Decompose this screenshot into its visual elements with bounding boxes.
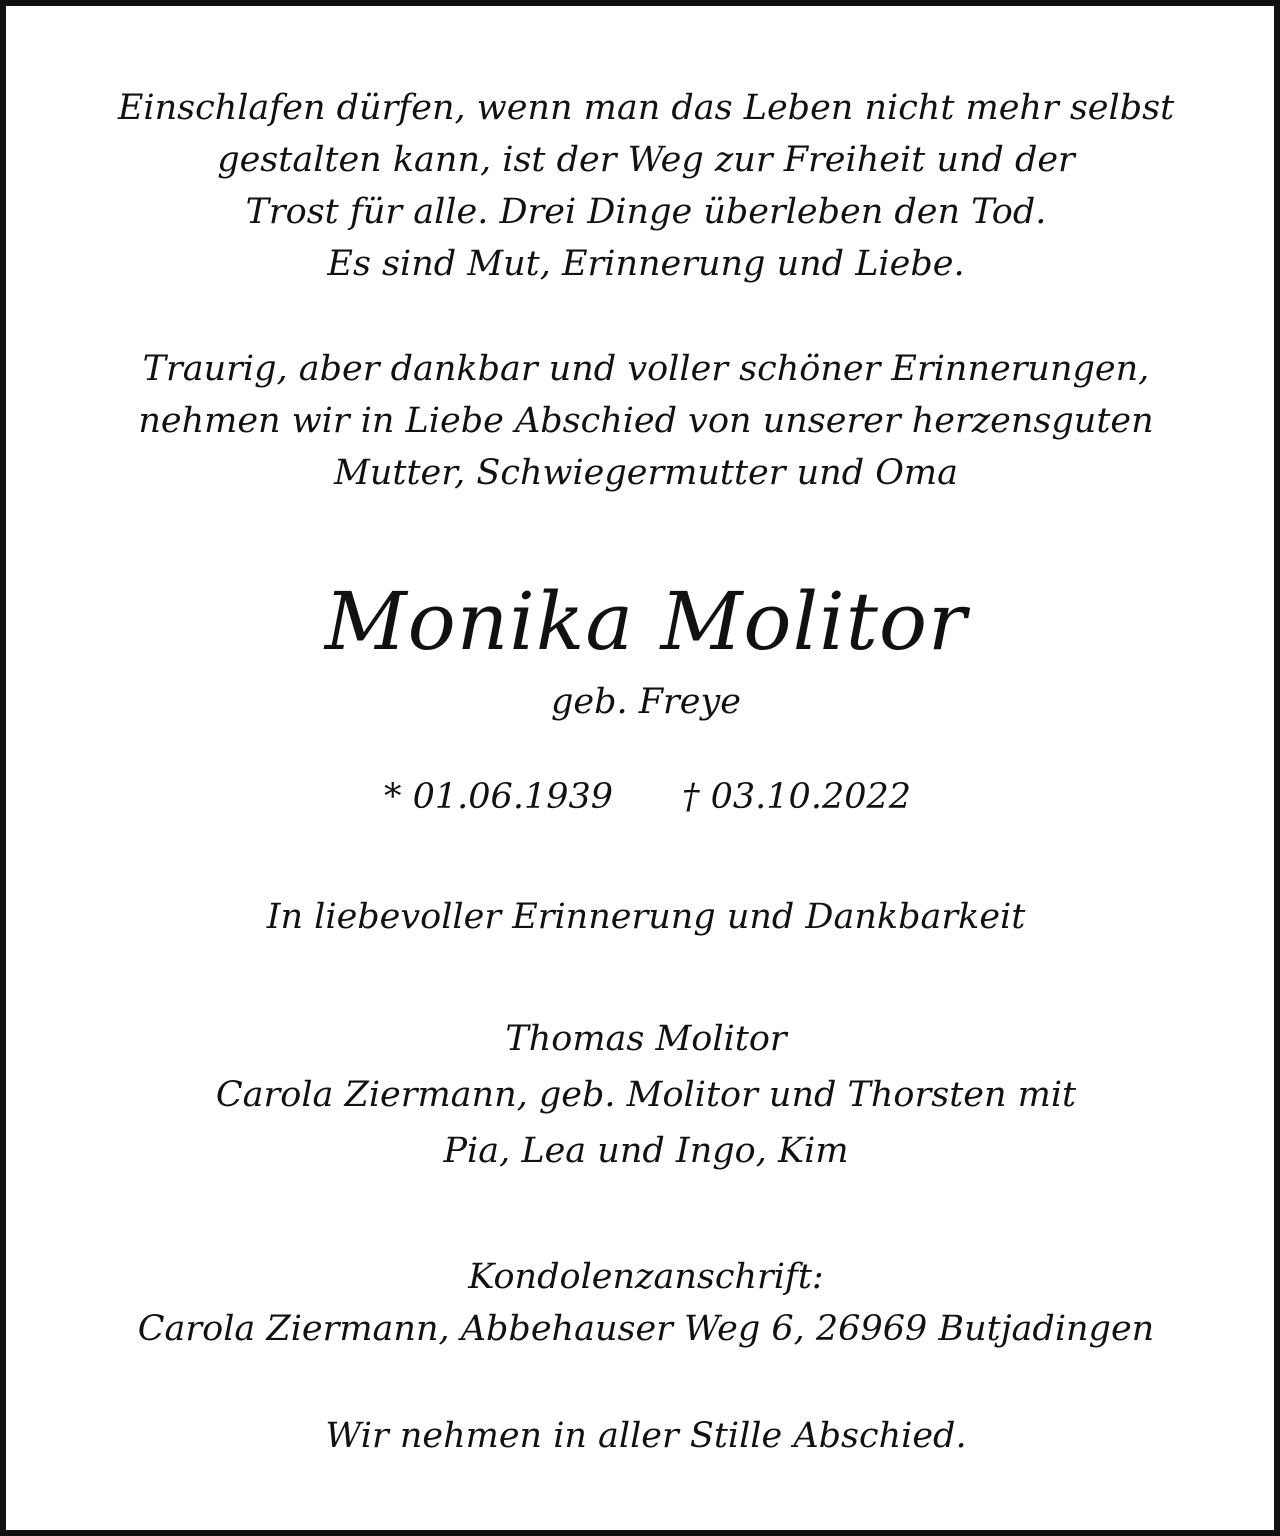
poem-line-3: Trost für alle. Drei Dinge überleben den Tod. [245, 192, 1047, 232]
poem-line-2: gestalten kann, ist der Weg zur Freiheit und der [217, 140, 1075, 180]
life-dates [6, 771, 1280, 823]
closing-text: Wir nehmen in aller Stille Abschied. [325, 1416, 967, 1456]
death-date: † 03.10.2022 [682, 777, 912, 817]
mourner-line-1: Thomas Molitor [505, 1019, 787, 1059]
mourner-line-3: Pia, Lea und Ingo, Kim [443, 1131, 849, 1171]
birth-date: * 01.06.1939 [384, 777, 614, 817]
condolence-label: Kondolenzanschrift: [468, 1257, 824, 1297]
intro-line-2: nehmen wir in Liebe Abschied von unserer herzensguten [138, 401, 1154, 441]
poem-line-1: Einschlafen dürfen, wenn man das Leben nicht mehr selbst [117, 88, 1175, 128]
intro-line-1: Traurig, aber dankbar und voller schöner Erinnerungen, [142, 349, 1150, 389]
remembrance-text: In liebevoller Erinnerung und Dankbarkeit [266, 897, 1026, 937]
deceased-name: Monika Molitor [324, 575, 968, 668]
maiden-name: geb. Freye [551, 682, 741, 722]
mourner-line-2: Carola Ziermann, geb. Molitor und Thorsten mit [215, 1075, 1077, 1115]
intro-line-3: Mutter, Schwiegermutter und Oma [334, 453, 958, 493]
poem-line-4: Es sind Mut, Erinnerung und Liebe. [327, 244, 965, 284]
condolence-address: Carola Ziermann, Abbehauser Weg 6, 26969 Butjadingen [137, 1309, 1155, 1349]
